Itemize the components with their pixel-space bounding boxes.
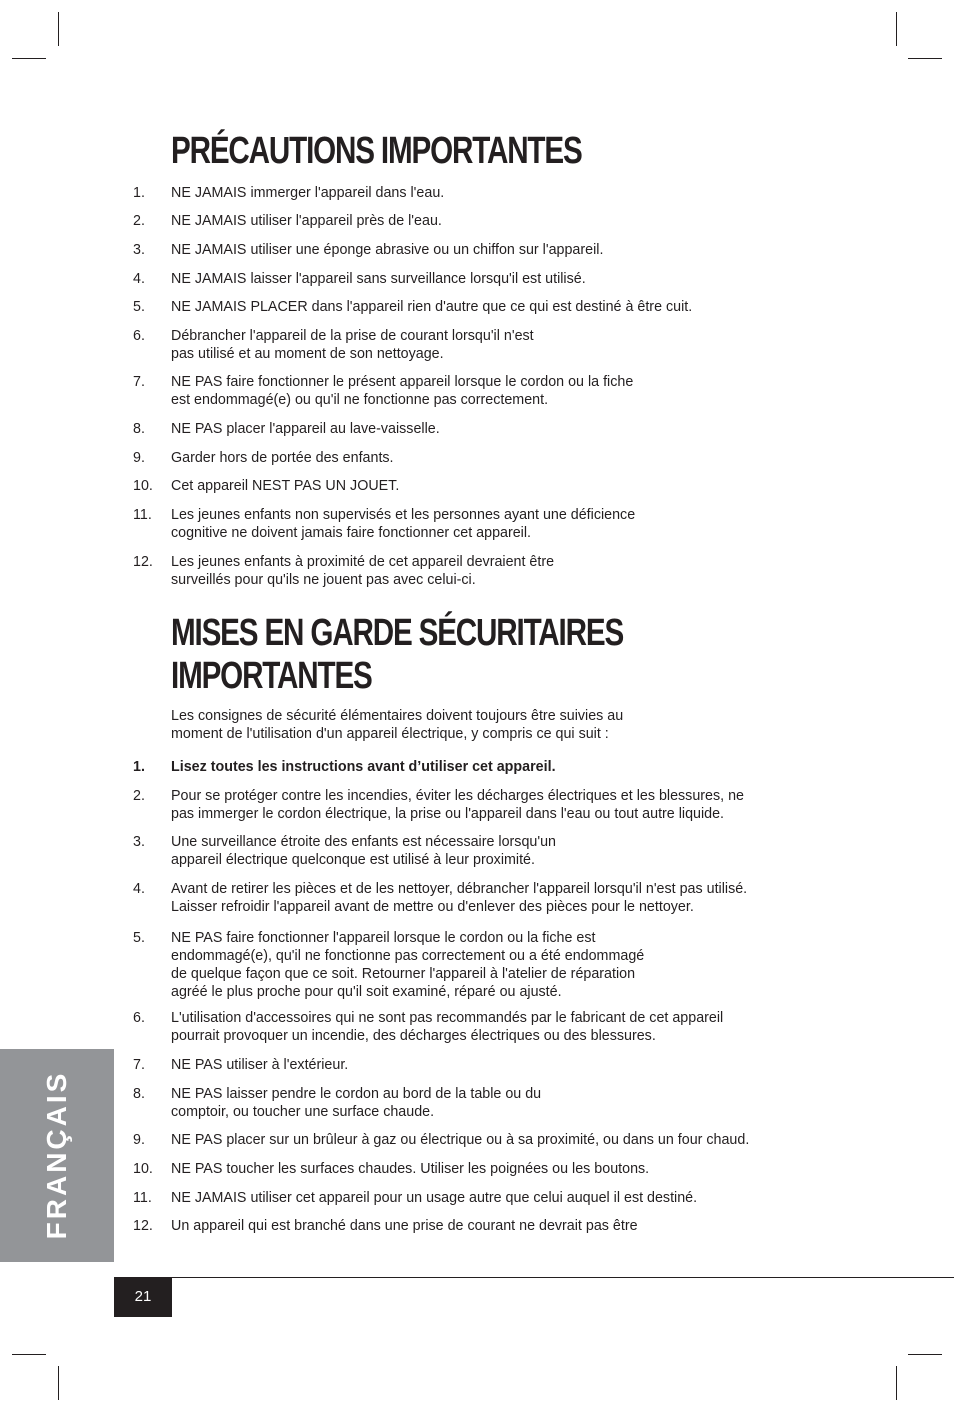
list-item-number: 2. (133, 213, 145, 229)
list-item-line: endommagé(e), qu'il ne fonctionne pas correctement ou a été endommagé (171, 948, 645, 964)
list-item-line: cognitive ne doivent jamais faire fonctionner cet appareil. (171, 525, 532, 541)
list-item-text (171, 449, 394, 467)
list-item-number: 1. (133, 185, 145, 201)
list-item-number: 5. (133, 930, 145, 946)
list-item-text (171, 880, 747, 916)
list-item-text (171, 270, 586, 288)
crop-mark (908, 58, 942, 59)
crop-mark (12, 58, 46, 59)
page-number: 21 (114, 1277, 172, 1317)
list-item-number: 4. (133, 271, 145, 287)
list-item-text (171, 1131, 749, 1149)
list-item-text (171, 1217, 638, 1235)
list-item-text (171, 184, 444, 202)
list-item-line: de quelque façon que ce soit. Retourner l'appareil à l'atelier de réparation (171, 966, 636, 982)
list-item-number: 8. (133, 421, 145, 437)
list-item-line: appareil électrique quelconque est utilisé à leur proximité. (171, 852, 535, 868)
list-item-number: 9. (133, 450, 145, 466)
list-item-number: 7. (133, 374, 145, 390)
list-item-text (171, 506, 635, 542)
list-item-number: 6. (133, 328, 145, 344)
list-item-text (171, 212, 442, 230)
list-item-line: NE JAMAIS immerger l'appareil dans l'eau. (171, 185, 445, 201)
list-item-text (171, 1189, 697, 1207)
section-heading-precautions: PRÉCAUTIONS IMPORTANTES (171, 130, 582, 172)
list-item-text (171, 1056, 348, 1074)
list-item-line: comptoir, ou toucher une surface chaude. (171, 1104, 435, 1120)
list-item-line: NE PAS laisser pendre le cordon au bord de la table ou du (171, 1086, 542, 1102)
list-item-number: 11. (133, 1190, 152, 1206)
list-item-line: NE PAS faire fonctionner le présent appareil lorsque le cordon ou la fiche (171, 374, 634, 390)
intro-line: moment de l'utilisation d'un appareil électrique, y compris ce qui suit : (171, 726, 609, 742)
list-item-text (171, 1009, 723, 1045)
list-item-line: L'utilisation d'accessoires qui ne sont pas recommandés par le fabricant de cet appareil (171, 1010, 724, 1026)
list-item-text (171, 758, 556, 776)
list-item-number: 8. (133, 1086, 145, 1102)
list-item-line: agréé le plus proche pour qu'il soit examiné, réparé ou ajusté. (171, 984, 562, 1000)
list-item-line: Un appareil qui est branché dans une prise de courant ne devrait pas être (171, 1218, 638, 1234)
list-item-line: NE JAMAIS utiliser cet appareil pour un usage autre que celui auquel il est destiné. (171, 1190, 698, 1206)
list-item-line: pas utilisé et au moment de son nettoyage. (171, 346, 444, 362)
crop-mark (908, 1354, 942, 1355)
crop-mark (58, 1366, 59, 1400)
list-item-line: Avant de retirer les pièces et de les nettoyer, débrancher l'appareil lorsqu'il n'est pas utilisé. (171, 881, 748, 897)
list-item-number: 7. (133, 1057, 145, 1073)
list-item-text (171, 373, 633, 409)
list-item-line: pourrait provoquer un incendie, des décharges électriques ou des blessures. (171, 1028, 656, 1044)
list-item-number: 3. (133, 242, 145, 258)
list-item-number: 3. (133, 834, 145, 850)
list-item-number: 5. (133, 299, 145, 315)
list-item-text (171, 327, 534, 363)
crop-mark (58, 12, 59, 46)
list-item-number: 12. (133, 1218, 153, 1234)
intro-paragraph (171, 707, 731, 743)
crop-mark (896, 1366, 897, 1400)
list-item-line: NE PAS toucher les surfaces chaudes. Utiliser les poignées ou les boutons. (171, 1161, 650, 1177)
footer-rule (114, 1277, 954, 1278)
list-item-line: Débrancher l'appareil de la prise de courant lorsqu'il n'est (171, 328, 534, 344)
list-item-number: 10. (133, 1161, 153, 1177)
language-tab (0, 1049, 114, 1262)
list-item-text (171, 553, 554, 589)
list-item-number: 12. (133, 554, 153, 570)
list-item-text (171, 1085, 541, 1121)
list-item-line: NE PAS placer l'appareil au lave-vaisselle. (171, 421, 440, 437)
list-item-text (171, 477, 399, 495)
list-item-number: 4. (133, 881, 145, 897)
list-item-line: NE JAMAIS utiliser une éponge abrasive ou un chiffon sur l'appareil. (171, 242, 604, 258)
list-item-number: 10. (133, 478, 153, 494)
list-item-text (171, 420, 440, 438)
list-item-line: Cet appareil NEST PAS UN JOUET. (171, 478, 400, 494)
list-item-number: 9. (133, 1132, 145, 1148)
list-item-text (171, 1160, 649, 1178)
list-item-line: NE PAS placer sur un brûleur à gaz ou électrique ou à sa proximité, ou dans un four chaud. (171, 1132, 750, 1148)
list-item-line: Une surveillance étroite des enfants est nécessaire lorsqu'un (171, 834, 556, 850)
list-item-line: NE PAS utiliser à l'extérieur. (171, 1057, 349, 1073)
heading-line: MISES EN GARDE SÉCURITAIRES (171, 612, 624, 654)
list-item-line: pas immerger le cordon électrique, la prise ou l'appareil dans l'eau ou tout autre liquide. (171, 806, 725, 822)
list-item-number: 11. (133, 507, 152, 523)
list-item-line: Pour se protéger contre les incendies, éviter les décharges électriques et les blessures, ne (171, 788, 744, 804)
list-item-line: NE JAMAIS PLACER dans l'appareil rien d'autre que ce qui est destiné à être cuit. (171, 299, 693, 315)
list-item-line: surveillés pour qu'ils ne jouent pas avec celui-ci. (171, 572, 476, 588)
list-item-text (171, 833, 556, 869)
list-item-number: 2. (133, 788, 145, 804)
list-item-line: Laisser refroidir l'appareil avant de mettre ou d'enlever des pièces pour le nettoyer. (171, 899, 694, 915)
crop-mark (12, 1354, 46, 1355)
list-item-text (171, 241, 603, 259)
list-item-number: 1. (133, 759, 145, 775)
list-item-line: est endommagé(e) ou qu'il ne fonctionne pas correctement. (171, 392, 549, 408)
list-item-line: NE JAMAIS laisser l'appareil sans surveillance lorsqu'il est utilisé. (171, 271, 586, 287)
list-item-text (171, 298, 692, 316)
crop-mark (896, 12, 897, 46)
list-item-line: NE JAMAIS utiliser l'appareil près de l'eau. (171, 213, 442, 229)
language-tab-label: FRANÇAIS (41, 1070, 72, 1240)
list-item-number: 6. (133, 1010, 145, 1026)
list-item-line: Les jeunes enfants non supervisés et les personnes ayant une déficience (171, 507, 636, 523)
list-item-text (171, 929, 644, 1001)
list-item-line: Les jeunes enfants à proximité de cet appareil devraient être (171, 554, 555, 570)
list-item-line: Garder hors de portée des enfants. (171, 450, 394, 466)
section-heading-safeguards (171, 612, 623, 698)
heading-line: IMPORTANTES (171, 655, 372, 697)
intro-line: Les consignes de sécurité élémentaires doivent toujours être suivies au (171, 708, 624, 724)
list-item-line: NE PAS faire fonctionner l'appareil lorsque le cordon ou la fiche est (171, 930, 596, 946)
list-item-text (171, 787, 744, 823)
list-item-line: Lisez toutes les instructions avant d’utiliser cet appareil. (171, 759, 556, 775)
